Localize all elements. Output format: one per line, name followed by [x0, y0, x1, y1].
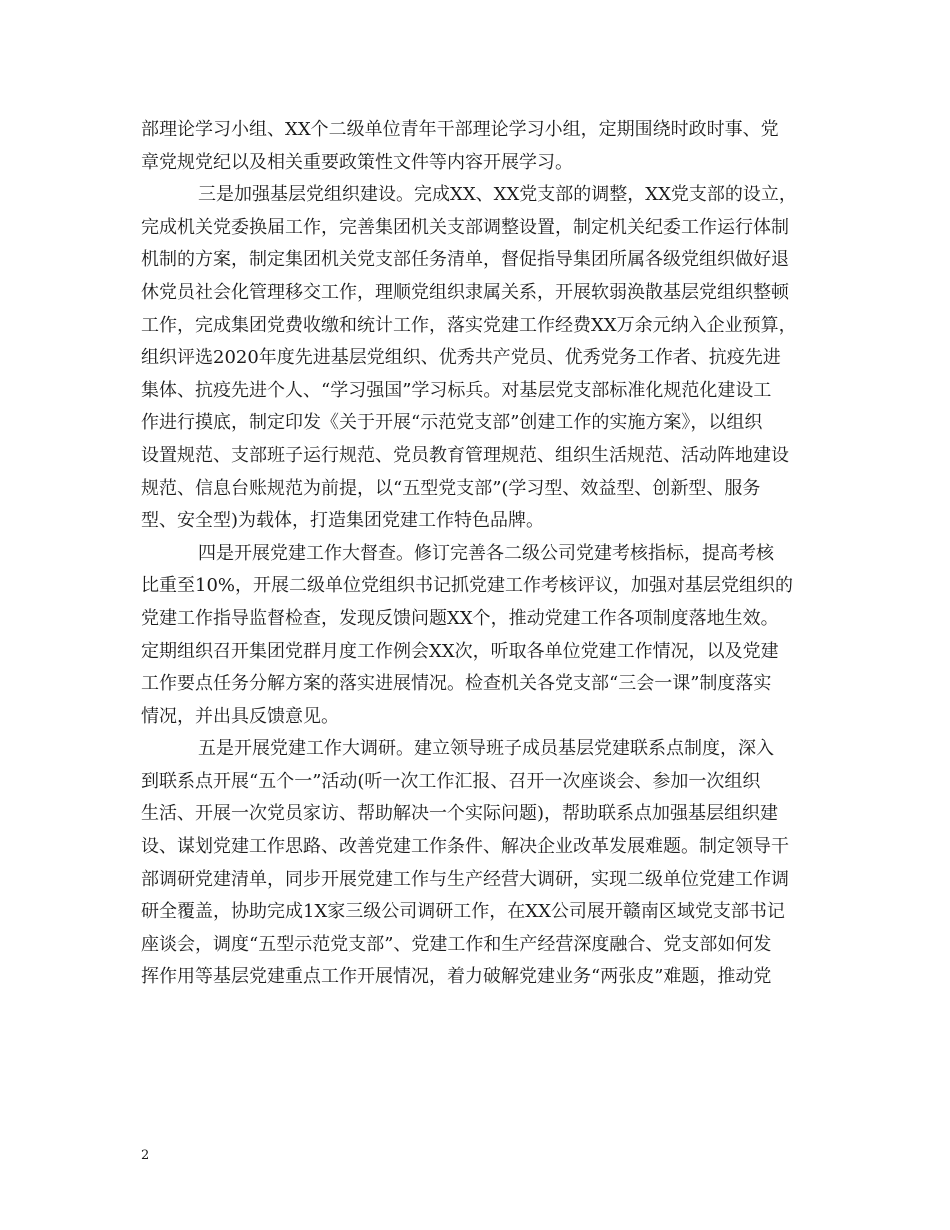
text-line: 集体、抗疫先进个人、“学习强国”学习标兵。对基层党支部标准化规范化建设工 — [141, 379, 772, 401]
text-line: 工作要点任务分解方案的落实进展情况。检查机关各党支部“三会一课”制度落实 — [141, 673, 772, 695]
text-line: 组织评选2020年度先进基层党组织、优秀共产党员、优秀党务工作者、抗疫先进 — [141, 347, 781, 369]
text-line: 机制的方案，制定集团机关党支部任务清单，督促指导集团所属各级党组织做好退 — [141, 249, 789, 271]
text-line: 部理论学习小组、XX个二级单位青年干部理论学习小组，定期围绕时政时事、党 — [141, 119, 779, 140]
text-line: 生活、开展一次党员家访、帮助解决一个实际问题)，帮助联系点加强基层组织建 — [141, 803, 779, 825]
text-line: 四是开展党建工作大督查。修订完善各二级公司党建考核指标，提高考核 — [198, 542, 774, 564]
text-line: 情况，并出具反馈意见。 — [141, 705, 339, 727]
text-line: 座谈会，调度“五型示范党支部”、党建工作和生产经营深度融合、党支部如何发 — [141, 933, 772, 955]
text-line: 比重至10%，开展二级单位党组织书记抓党建工作考核评议，加强对基层党组织的 — [141, 575, 794, 597]
text-line: 型、安全型)为载体，打造集团党建工作特色品牌。 — [141, 510, 545, 532]
text-line: 完成机关党委换届工作，完善集团机关支部调整设置，制定机关纪委工作运行体制 — [141, 216, 789, 238]
text-line: 定期组织召开集团党群月度工作例会XX次，听取各单位党建工作情况，以及党建 — [141, 640, 779, 662]
text-line: 作进行摸底，制定印发《关于开展“示范党支部”创建工作的实施方案》，以组织 — [141, 412, 763, 434]
text-line: 挥作用等基层党建重点工作开展情况，着力破解党建业务“两张皮”难题，推动党 — [141, 966, 772, 988]
text-line: 到联系点开展“五个一”活动(听一次工作汇报、召开一次座谈会、参加一次组织 — [141, 770, 761, 792]
text-line: 设置规范、支部班子运行规范、党员教育管理规范、组织生活规范、活动阵地建设 — [141, 444, 789, 466]
body-text — [141, 114, 825, 994]
text-line: 休党员社会化管理移交工作，理顺党组织隶属关系，开展软弱涣散基层党组织整顿 — [141, 281, 789, 303]
text-line: 部调研党建清单，同步开展党建工作与生产经营大调研，实现二级单位党建工作调 — [141, 868, 789, 890]
text-line: 五是开展党建工作大调研。建立领导班子成员基层党建联系点制度，深入 — [198, 738, 774, 760]
text-line: 设、谋划党建工作思路、改善党建工作条件、解决企业改革发展难题。制定领导干 — [141, 836, 789, 858]
page-number: 2 — [141, 1148, 150, 1163]
text-line: 三是加强基层党组织建设。完成XX、XX党支部的调整，XX党支部的设立， — [198, 184, 797, 206]
text-line: 规范、信息台账规范为前提，以“五型党支部”(学习型、效益型、创新型、服务 — [141, 477, 761, 499]
text-line: 研全覆盖，协助完成1X家三级公司调研工作，在XX公司展开赣南区域党支部书记 — [141, 901, 785, 923]
text-line: 党建工作指导监督检查，发现反馈问题XX个，推动党建工作各项制度落地生效。 — [141, 607, 779, 629]
text-line: 章党规党纪以及相关重要政策性文件等内容开展学习。 — [141, 151, 573, 173]
text-line: 工作，完成集团党费收缴和统计工作，落实党建工作经费XX万余元纳入企业预算， — [141, 314, 797, 336]
